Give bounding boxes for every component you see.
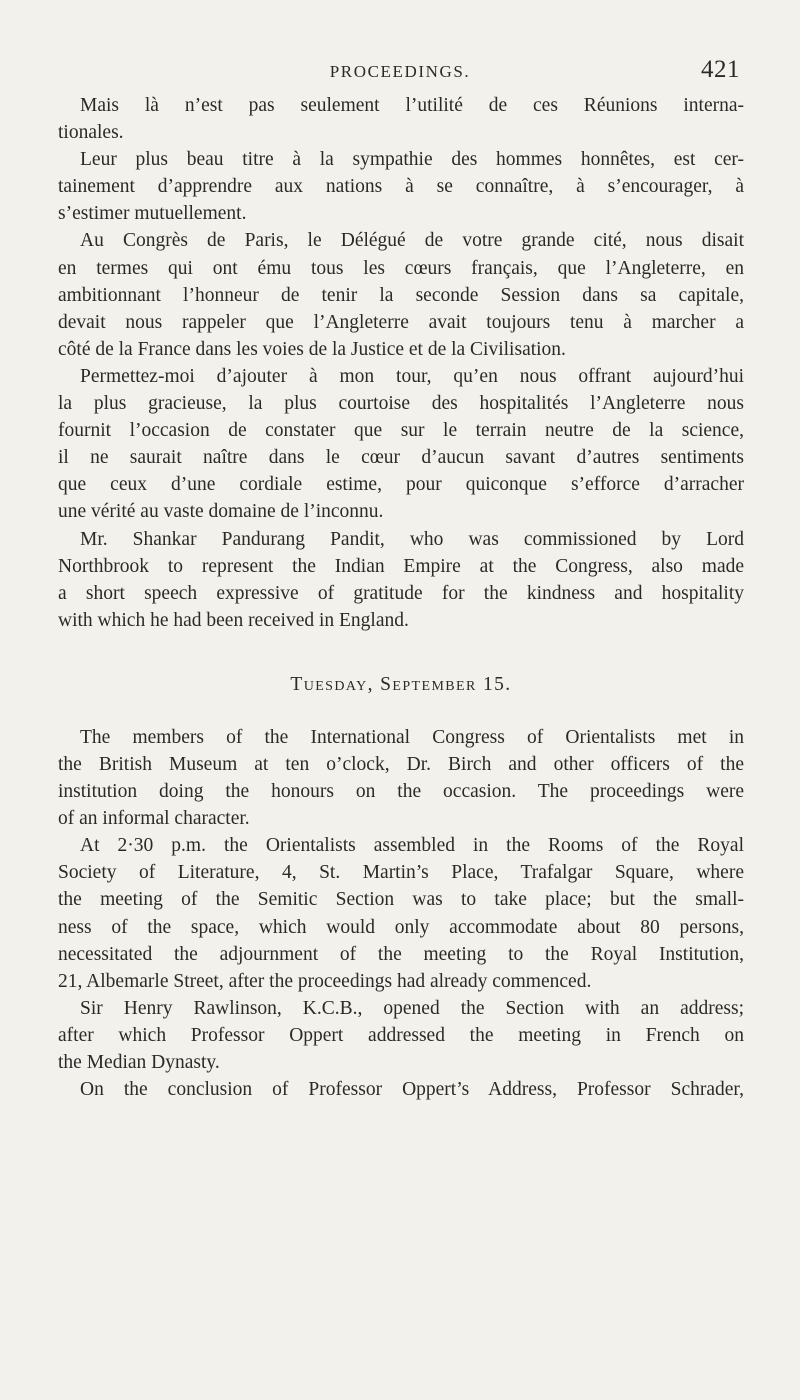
page-number: 421 [701, 56, 740, 83]
text-line: tainement d’apprendre aux nations à se connaître, à s’encourager, à [58, 176, 744, 198]
text-line: Northbrook to represent the Indian Empire at the Congress, also made [58, 555, 744, 577]
text-line: ambitionnant l’honneur de tenir la seconde Session dans sa capitale, [58, 284, 744, 306]
section-heading: Tuesday, September 15. [290, 673, 512, 695]
text-line: tionales. [58, 122, 124, 144]
text-line: ness of the space, which would only accommodate about 80 persons, [58, 916, 744, 938]
text-line: necessitated the adjournment of the meeting to the Royal Institution, [58, 943, 744, 965]
text-line: devait nous rappeler que l’Angleterre avait toujours tenu à marcher a [58, 311, 744, 333]
text-line: The members of the International Congress of Orientalists met in [80, 726, 744, 748]
text-line: en termes qui ont ému tous les cœurs français, que l’Angleterre, en [58, 257, 744, 279]
text-line: Society of Literature, 4, St. Martin’s Place, Trafalgar Square, where [58, 862, 744, 884]
text-line: Leur plus beau titre à la sympathie des hommes honnêtes, est cer- [80, 149, 744, 171]
text-line: after which Professor Oppert addressed the meeting in French on [58, 1024, 744, 1046]
text-line: que ceux d’une cordiale estime, pour quiconque s’efforce d’arracher [58, 474, 744, 496]
text-line: fournit l’occasion de constater que sur le terrain neutre de la science, [58, 420, 744, 442]
text-line: Au Congrès de Paris, le Délégué de votre grande cité, nous disait [80, 230, 744, 252]
text-line: a short speech expressive of gratitude for the kindness and hospitality [58, 582, 744, 604]
text-line: institution doing the honours on the occasion. The proceedings were [58, 781, 744, 803]
text-line: On the conclusion of Professor Oppert’s Address, Professor Schrader, [80, 1079, 744, 1101]
text-line: 21, Albemarle Street, after the proceedings had already commenced. [58, 970, 592, 992]
text-line: of an informal character. [58, 808, 250, 830]
text-line: la plus gracieuse, la plus courtoise des hospitalités l’Angleterre nous [58, 393, 744, 415]
text-line: une vérité au vaste domaine de l’inconnu. [58, 501, 384, 523]
text-line: Mr. Shankar Pandurang Pandit, who was commissioned by Lord [80, 528, 744, 550]
text-line: s’estimer mutuellement. [58, 203, 247, 225]
text-line: the Median Dynasty. [58, 1052, 220, 1073]
text-line: with which he had been received in England. [58, 609, 409, 631]
text-line: Sir Henry Rawlinson, K.C.B., opened the Section with an address; [80, 997, 744, 1019]
text-line: the British Museum at ten o’clock, Dr. Birch and other officers of the [58, 753, 744, 775]
text-line: côté de la France dans les voies de la Justice et de la Civilisation. [58, 338, 566, 360]
body-text [58, 92, 744, 1103]
text-line: Mais là n’est pas seulement l’utilité de ces Réunions interna- [80, 95, 744, 116]
text-line: the meeting of the Semitic Section was to take place; but the small- [58, 889, 744, 911]
text-line: il ne saurait naître dans le cœur d’aucun savant d’autres sentiments [58, 447, 744, 469]
spacer [58, 702, 744, 724]
spacer [58, 634, 744, 668]
running-head [60, 56, 740, 92]
text-line: At 2·30 p.m. the Orientalists assembled in the Rooms of the Royal [80, 835, 744, 857]
running-title: PROCEEDINGS. [329, 62, 471, 81]
text-line: Permettez-moi d’ajouter à mon tour, qu’en nous offrant aujourd’hui [80, 365, 744, 387]
